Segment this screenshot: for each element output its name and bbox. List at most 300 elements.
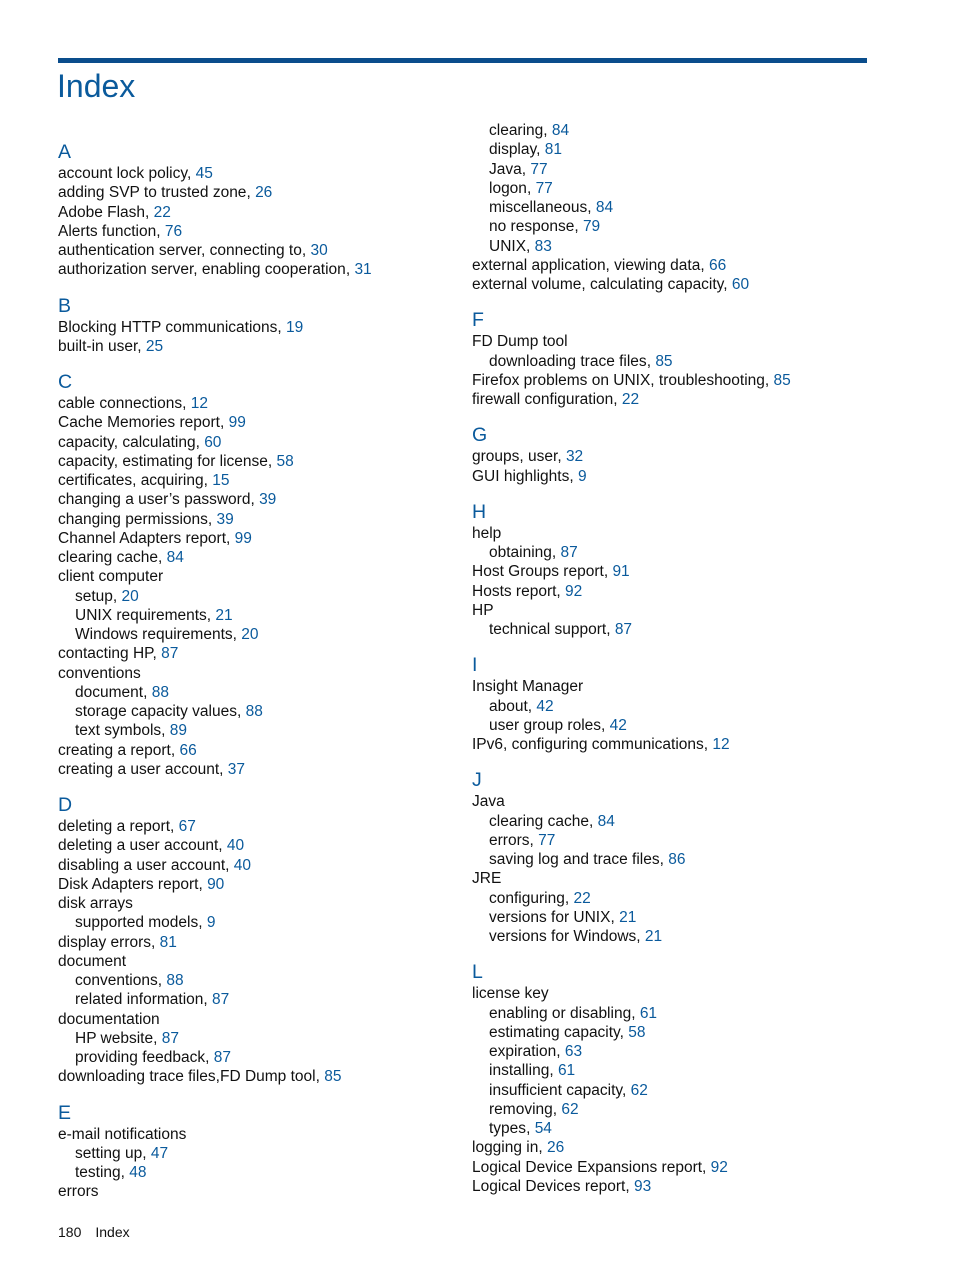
entry-text: UNIX requirements — [75, 606, 207, 624]
entry-separator: , — [198, 914, 207, 932]
entry-separator: , — [551, 544, 561, 561]
page-link[interactable]: 85 — [324, 1068, 342, 1086]
entry-text: IPv6, configuring communications — [472, 736, 704, 753]
page-link[interactable]: 42 — [609, 716, 627, 734]
entry-text: Host Groups report — [472, 563, 604, 581]
index-subentry — [472, 217, 872, 236]
index-section — [472, 960, 872, 1196]
entry-text: built-in user — [58, 337, 138, 355]
entry-separator: , — [526, 179, 536, 197]
entry-separator: , — [557, 448, 566, 466]
index-section — [58, 294, 458, 357]
entry-text: HP website — [75, 1029, 154, 1047]
index-entry — [58, 952, 458, 971]
entry-separator: , — [536, 141, 545, 159]
entry-separator: , — [636, 928, 645, 945]
index-entry — [58, 241, 458, 260]
entry-text: conventions — [75, 972, 158, 989]
entry-separator: , — [152, 645, 162, 663]
entry-text: Java — [489, 160, 522, 178]
index-entry — [472, 735, 872, 754]
page-link[interactable]: 92 — [565, 582, 583, 600]
entry-text: errors — [489, 831, 530, 849]
page-link[interactable]: 60 — [731, 276, 750, 293]
index-subentry — [472, 1023, 872, 1042]
index-subentry — [58, 683, 458, 702]
page-link[interactable]: 99 — [234, 529, 252, 547]
page-link[interactable]: 84 — [551, 122, 570, 139]
index-entry — [58, 164, 458, 183]
entry-separator: , — [142, 1144, 151, 1162]
page-link[interactable]: 91 — [612, 563, 630, 581]
page-link[interactable]: 77 — [538, 831, 556, 849]
index-entry — [58, 529, 458, 548]
entry-separator: , — [552, 1100, 562, 1118]
index-entry — [58, 760, 458, 779]
page-link[interactable]: 39 — [259, 491, 277, 509]
index-subentry — [472, 1100, 872, 1119]
page-link[interactable]: 89 — [169, 722, 188, 740]
index-entry — [58, 433, 458, 452]
page-link[interactable]: 84 — [595, 199, 614, 216]
page-link[interactable]: 32 — [565, 448, 584, 466]
entry-text: clearing cache — [489, 812, 589, 830]
index-entry — [58, 337, 458, 356]
index-entry — [58, 894, 458, 913]
index-subentry — [472, 352, 872, 371]
section-letter: D — [58, 794, 73, 816]
entry-separator: , — [564, 889, 574, 907]
entry-separator: , — [723, 276, 732, 293]
index-subentry — [472, 198, 872, 217]
page-link[interactable]: 86 — [668, 851, 686, 868]
index-subentry — [472, 160, 872, 179]
page-link[interactable]: 85 — [655, 352, 673, 370]
entry-text: Channel Adapters report — [58, 529, 227, 547]
index-subentry — [58, 990, 458, 1009]
index-subentry — [58, 721, 458, 740]
page-link[interactable]: 60 — [204, 433, 222, 451]
entry-text: FD Dump tool — [472, 333, 568, 351]
entry-text: groups, user — [472, 448, 558, 466]
entry-text: conventions — [58, 664, 141, 682]
index-entry — [58, 1067, 458, 1086]
page-link[interactable]: 26 — [255, 184, 273, 202]
entry-separator: , — [526, 1120, 535, 1137]
entry-text: expiration — [489, 1043, 557, 1060]
page-link[interactable]: 84 — [166, 549, 184, 566]
entry-text: documentation — [58, 1010, 160, 1028]
entry-text: downloading trace files — [489, 352, 647, 370]
index-subentry — [472, 179, 872, 198]
index-subentry — [472, 716, 872, 735]
index-subentry — [58, 1048, 458, 1067]
index-entry — [472, 562, 872, 581]
index-entry — [472, 792, 872, 811]
entry-text: saving log and trace files — [489, 851, 660, 868]
page-link[interactable]: 81 — [544, 141, 562, 159]
page-footer — [58, 1222, 130, 1242]
page-link[interactable]: 58 — [276, 452, 294, 470]
page-link[interactable]: 81 — [159, 933, 177, 951]
entry-separator: , — [700, 256, 709, 274]
section-letter: A — [58, 141, 72, 163]
page-link[interactable]: 92 — [710, 1158, 728, 1176]
entry-separator: , — [156, 222, 165, 240]
entry-separator: , — [198, 875, 208, 893]
entry-separator: , — [218, 837, 227, 855]
page-link[interactable]: 45 — [195, 165, 213, 182]
entry-separator: , — [219, 414, 229, 432]
index-subentry — [472, 812, 872, 831]
entry-text: license key — [472, 985, 549, 1003]
index-entry — [58, 203, 458, 222]
index-section — [472, 423, 872, 486]
page-link[interactable]: 40 — [233, 856, 252, 874]
index-entry — [472, 467, 872, 486]
entry-text: Disk Adapters report — [58, 875, 199, 893]
page-link[interactable]: 61 — [639, 1004, 658, 1022]
page-link[interactable]: 15 — [212, 472, 230, 489]
index-entry — [58, 933, 458, 952]
entry-separator: , — [603, 563, 613, 581]
page-link[interactable]: 87 — [161, 645, 179, 663]
page-link[interactable]: 20 — [121, 587, 139, 605]
index-entry — [58, 260, 458, 279]
entry-text: capacity, calculating — [58, 433, 196, 451]
page-link[interactable]: 88 — [245, 703, 263, 720]
entry-separator: , — [250, 491, 260, 509]
index-subentry — [472, 1061, 872, 1080]
index-column-left — [58, 140, 458, 1202]
index-entry — [472, 601, 872, 620]
entry-separator: , — [613, 391, 622, 408]
index-entry — [58, 394, 458, 413]
page-link[interactable]: 83 — [534, 237, 552, 255]
page-link[interactable]: 63 — [564, 1043, 583, 1060]
entry-separator: , — [301, 242, 311, 259]
entry-separator: , — [207, 510, 217, 528]
entry-separator: , — [145, 203, 154, 221]
index-section — [58, 140, 458, 280]
entry-text: GUI highlights — [472, 467, 570, 485]
entry-separator: , — [610, 908, 620, 926]
page-link[interactable]: 9 — [577, 467, 587, 485]
entry-separator: , — [587, 199, 596, 216]
section-letter: E — [58, 1101, 72, 1124]
section-letter: G — [472, 424, 488, 447]
index-entry — [58, 1125, 458, 1144]
page-link[interactable]: 58 — [628, 1023, 646, 1041]
index-entry — [58, 490, 458, 509]
entry-text: setting up — [75, 1144, 143, 1162]
page-link[interactable]: 66 — [179, 741, 197, 759]
entry-separator: , — [161, 722, 170, 740]
entry-text: downloading trace files,FD Dump tool — [58, 1068, 316, 1086]
entry-text: versions for UNIX — [489, 908, 611, 926]
index-entry — [472, 390, 872, 409]
entry-separator: , — [606, 621, 615, 638]
entry-text: no response — [489, 218, 575, 236]
entry-separator: , — [225, 856, 234, 874]
entry-text: display — [489, 141, 537, 159]
page-link[interactable]: 84 — [597, 812, 615, 830]
page-link[interactable]: 62 — [561, 1100, 579, 1118]
entry-text: insufficient capacity — [489, 1081, 622, 1099]
page-link[interactable]: 77 — [530, 160, 548, 178]
entry-text: document — [75, 683, 144, 701]
page-link[interactable]: 9 — [206, 914, 216, 932]
entry-separator: , — [206, 606, 216, 624]
entry-separator: , — [631, 1004, 640, 1022]
entry-text: adding SVP to trusted zone — [58, 184, 247, 202]
entry-text: authorization server, enabling cooperation — [58, 261, 346, 279]
index-entry — [472, 371, 872, 390]
entry-text: changing a user’s password — [58, 491, 251, 509]
entry-text: disabling a user account — [58, 856, 226, 874]
page-link[interactable]: 12 — [712, 736, 730, 753]
entry-text: obtaining — [489, 544, 552, 561]
entry-separator: , — [526, 237, 535, 255]
entry-text: logon — [489, 179, 527, 197]
index-section — [472, 308, 872, 409]
page-link[interactable]: 66 — [708, 256, 727, 274]
entry-text: UNIX — [489, 237, 527, 255]
page-link[interactable]: 22 — [153, 203, 171, 221]
top-rule — [58, 58, 867, 63]
entry-text: cable connections — [58, 395, 183, 412]
page-link[interactable]: 42 — [536, 697, 554, 715]
page-link[interactable]: 37 — [227, 760, 245, 778]
entry-text: external application, viewing data — [472, 256, 701, 274]
entry-text: Adobe Flash — [58, 203, 146, 221]
index-entry — [472, 447, 872, 466]
page-link[interactable]: 62 — [630, 1081, 648, 1099]
index-entry — [58, 875, 458, 894]
entry-text: JRE — [472, 870, 502, 888]
page-link[interactable]: 12 — [190, 395, 208, 412]
section-letter: C — [58, 371, 73, 393]
page-link[interactable]: 77 — [535, 179, 553, 197]
page-link[interactable]: 26 — [546, 1139, 565, 1157]
index-section — [58, 1101, 458, 1202]
index-entry — [472, 984, 872, 1003]
page-link[interactable]: 31 — [354, 261, 372, 279]
index-entry — [472, 677, 872, 696]
entry-separator: , — [601, 716, 610, 734]
index-section — [472, 768, 872, 946]
index-subentry — [472, 140, 872, 159]
page-link[interactable]: 76 — [164, 222, 183, 240]
index-subentry — [58, 1029, 458, 1048]
entry-text: Logical Devices report — [472, 1177, 626, 1195]
section-letter: J — [472, 769, 482, 792]
index-entry — [472, 1158, 872, 1177]
entry-separator: , — [151, 933, 160, 951]
page-link[interactable]: 61 — [557, 1062, 576, 1080]
entry-separator: , — [195, 433, 205, 451]
page-link[interactable]: 93 — [633, 1177, 652, 1195]
entry-separator: , — [315, 1068, 325, 1086]
index-entry — [58, 222, 458, 241]
index-entry — [472, 1177, 872, 1196]
page-link[interactable]: 88 — [166, 972, 184, 989]
entry-text: capacity, estimating for license — [58, 452, 268, 470]
entry-separator: , — [625, 1177, 634, 1195]
page-link[interactable]: 22 — [573, 889, 591, 907]
index-entry — [58, 856, 458, 875]
page-link[interactable]: 54 — [534, 1120, 552, 1137]
index-entry — [58, 644, 458, 663]
page-link[interactable]: 47 — [150, 1144, 169, 1162]
entry-text: related information — [75, 991, 204, 1009]
index-subentry — [472, 1004, 872, 1023]
entry-text: firewall configuration — [472, 391, 614, 408]
page-link[interactable]: 87 — [560, 544, 578, 561]
entry-separator: , — [203, 991, 212, 1009]
index-section — [472, 500, 872, 640]
entry-separator: , — [157, 972, 167, 989]
page-link[interactable]: 21 — [644, 928, 663, 945]
page-link[interactable]: 88 — [151, 683, 169, 701]
page-link[interactable]: 30 — [310, 242, 328, 259]
page-link[interactable]: 19 — [286, 318, 304, 336]
index-entry — [58, 567, 458, 586]
index-entry — [472, 256, 872, 275]
page-link[interactable]: 40 — [226, 837, 245, 855]
entry-text: logging in — [472, 1139, 539, 1157]
entry-text: changing permissions — [58, 510, 208, 528]
entry-separator: , — [112, 587, 122, 605]
index-entry — [58, 664, 458, 683]
index-entry — [58, 452, 458, 471]
index-entry — [58, 836, 458, 855]
entry-separator: , — [538, 1139, 547, 1157]
entry-separator: , — [702, 1158, 711, 1176]
index-subentry — [58, 1144, 458, 1163]
entry-separator: , — [182, 395, 191, 412]
entry-text: disk arrays — [58, 895, 133, 912]
entry-separator: , — [764, 371, 774, 389]
entry-separator: , — [153, 1029, 162, 1047]
section-letter: F — [472, 309, 484, 332]
entry-separator: , — [143, 683, 152, 701]
entry-separator: , — [543, 122, 552, 139]
index-subentry — [58, 1163, 458, 1182]
page-link[interactable]: 87 — [614, 621, 633, 638]
index-entry — [472, 524, 872, 543]
entry-text: deleting a report — [58, 818, 171, 835]
entry-separator: , — [521, 160, 531, 178]
entry-text: account lock policy — [58, 165, 187, 182]
entry-text: Hosts report — [472, 582, 557, 600]
entry-separator: , — [659, 851, 669, 868]
index-entry — [58, 548, 458, 567]
index-entry — [58, 318, 458, 337]
entry-text: e-mail notifications — [58, 1125, 187, 1143]
page-link[interactable]: 25 — [145, 337, 164, 355]
entry-separator: , — [205, 1049, 214, 1066]
page-number: 180 — [58, 1224, 82, 1240]
page-link[interactable]: 85 — [773, 371, 791, 389]
entry-text: technical support — [489, 621, 607, 638]
entry-text: creating a report — [58, 741, 171, 759]
entry-text: Firefox problems on UNIX, troubleshooting — [472, 371, 765, 389]
entry-separator: , — [569, 467, 578, 485]
entry-text: HP — [472, 601, 494, 619]
page-link[interactable]: 87 — [212, 991, 230, 1009]
index-subentry — [58, 702, 458, 721]
entry-text: text symbols — [75, 722, 162, 740]
entry-text: Cache Memories report — [58, 414, 220, 432]
page-link[interactable]: 48 — [129, 1164, 147, 1181]
index-entry — [58, 471, 458, 490]
entry-text: Alerts function — [58, 222, 157, 240]
index-subentry — [58, 971, 458, 990]
entry-text: miscellaneous — [489, 199, 588, 216]
page-link[interactable]: 21 — [619, 908, 637, 926]
entry-separator: , — [527, 697, 537, 715]
index-subentry — [472, 121, 872, 140]
index-entry — [58, 183, 458, 202]
page-link[interactable]: 39 — [216, 510, 234, 528]
entry-text: providing feedback — [75, 1049, 206, 1066]
page-link[interactable]: 90 — [207, 875, 225, 893]
index-subentry — [472, 889, 872, 908]
index-section — [472, 653, 872, 754]
page-link[interactable]: 21 — [215, 606, 233, 624]
section-letter: L — [472, 961, 483, 984]
page-link[interactable]: 99 — [228, 414, 246, 432]
index-subentry — [472, 1081, 872, 1100]
entry-text: deleting a user account — [58, 837, 219, 855]
entry-text: contacting HP — [58, 645, 153, 663]
entry-separator: , — [345, 261, 355, 279]
entry-separator: , — [556, 1043, 565, 1060]
entry-separator: , — [137, 337, 146, 355]
page-link[interactable]: 67 — [178, 818, 196, 835]
entry-separator: , — [232, 626, 242, 643]
entry-text: storage capacity values — [75, 703, 237, 720]
page-link[interactable]: 87 — [161, 1029, 179, 1047]
page-link[interactable]: 79 — [582, 218, 601, 236]
page-link[interactable]: 20 — [241, 626, 259, 643]
entry-text: Windows requirements — [75, 626, 233, 643]
entry-separator: , — [621, 1081, 631, 1099]
entry-text: installing — [489, 1062, 550, 1080]
entry-text: errors — [58, 1183, 99, 1201]
entry-separator: , — [157, 549, 167, 566]
entry-separator: , — [619, 1023, 629, 1041]
entry-separator: , — [549, 1062, 558, 1080]
index-subentry — [472, 908, 872, 927]
entry-separator: , — [120, 1164, 130, 1181]
entry-separator: , — [574, 218, 583, 236]
page-link[interactable]: 87 — [213, 1049, 231, 1066]
index-entry — [472, 869, 872, 888]
entry-text: creating a user account — [58, 760, 220, 778]
index-subentry — [472, 831, 872, 850]
entry-separator: , — [170, 818, 179, 835]
entry-separator: , — [267, 452, 277, 470]
entry-separator: , — [703, 736, 713, 753]
entry-separator: , — [236, 703, 246, 720]
index-entry — [472, 332, 872, 351]
page-link[interactable]: 22 — [621, 391, 640, 408]
entry-text: about — [489, 697, 528, 715]
entry-text: testing — [75, 1164, 121, 1181]
index-entry — [472, 275, 872, 294]
